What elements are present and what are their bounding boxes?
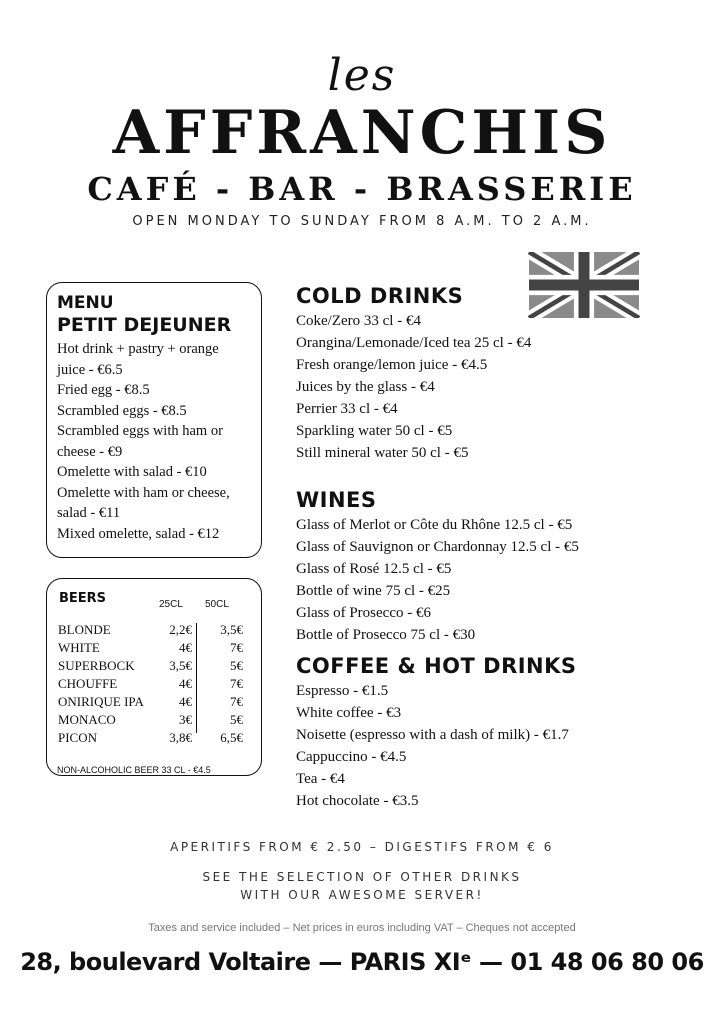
opening-hours: OPEN MONDAY TO SUNDAY FROM 8 A.M. TO 2 A.M.	[132, 214, 592, 229]
table-row	[57, 639, 247, 657]
beer-price-50: 7€	[230, 676, 243, 691]
menu-item: Omelette with ham or cheese,	[57, 484, 230, 501]
beer-name: SUPERBOCK	[58, 658, 135, 673]
beer-price-50: 7€	[230, 640, 243, 655]
table-row	[57, 657, 247, 675]
beer-price-50: 6,5€	[220, 730, 243, 745]
coffee-section	[296, 654, 696, 812]
drink-item: Still mineral water 50 cl - €5	[296, 445, 469, 461]
table-row	[57, 621, 247, 639]
drink-item: Sparkling water 50 cl - €5	[296, 423, 453, 439]
coffee-item: Hot chocolate - €3.5	[296, 793, 419, 809]
beer-price-25: 4€	[179, 676, 192, 691]
menu-item: salad - €11	[57, 505, 121, 521]
menu-item: juice - €6.5	[57, 361, 123, 378]
menu-item: Mixed omelette, salad - €12	[57, 525, 220, 542]
beer-price-25: 2,2€	[169, 622, 192, 637]
menu-item: cheese - €9	[57, 443, 123, 460]
aperitifs-line: APERITIFS FROM € 2.50 – DIGESTIFS FROM € 6	[170, 840, 554, 854]
petit-dejeuner-title: PETIT DEJEUNER	[57, 314, 232, 336]
menu-item: Omelette with salad - €10	[57, 464, 207, 480]
beer-price-50: 7€	[230, 694, 243, 709]
beers-title: BEERS	[59, 591, 107, 606]
breakfast-menu-box	[46, 282, 262, 558]
beer-price-25: 3,8€	[169, 730, 192, 745]
menu-title: MENU	[57, 293, 114, 313]
beer-name: BLONDE	[58, 622, 111, 637]
brand-title: AFFRANCHIS	[112, 98, 612, 168]
table-row	[57, 729, 247, 747]
coffee-item: Tea - €4	[296, 771, 345, 787]
beer-price-25: 3€	[179, 712, 192, 727]
menu-item: Hot drink + pastry + orange	[57, 341, 219, 357]
beer-price-25: 4€	[179, 640, 192, 655]
non-alcoholic-beer-note: NON-ALCOHOLIC BEER 33 CL - €4.5	[57, 765, 211, 775]
wine-item: Bottle of Prosecco 75 cl - €30	[296, 627, 476, 643]
drink-item: Orangina/Lemonade/Iced tea 25 cl - €4	[296, 335, 532, 351]
menu-item: Fried egg - €8.5	[57, 382, 150, 398]
cold-drinks-title: COLD DRINKS	[296, 284, 464, 308]
cold-drinks-section	[296, 284, 626, 464]
awesome-server-line: WITH OUR AWESOME SERVER!	[240, 888, 484, 902]
subtitle: CAFÉ - BAR - BRASSERIE	[87, 170, 637, 208]
table-row	[57, 711, 247, 729]
beer-name: WHITE	[58, 640, 100, 655]
see-selection-line: SEE THE SELECTION OF OTHER DRINKS	[202, 870, 522, 884]
beer-name: ONIRIQUE IPA	[58, 694, 144, 709]
wines-title: WINES	[296, 488, 377, 512]
beer-column-divider	[196, 623, 197, 733]
fine-print: Taxes and service included – Net prices in euros including VAT – Cheques not accepted	[148, 922, 576, 934]
beers-box	[46, 578, 262, 776]
script-title: les	[327, 50, 397, 101]
coffee-item: Cappuccino - €4.5	[296, 749, 407, 765]
wines-section	[296, 488, 696, 646]
beer-col-50cl: 50CL	[205, 599, 229, 610]
menu-item: Scrambled eggs - €8.5	[57, 402, 187, 419]
beer-price-50: 5€	[230, 712, 243, 727]
coffee-item: Espresso - €1.5	[296, 683, 389, 699]
wine-item: Glass of Rosé 12.5 cl - €5	[296, 561, 452, 577]
wine-item: Bottle of wine 75 cl - €25	[296, 583, 451, 599]
drink-item: Fresh orange/lemon juice - €4.5	[296, 357, 488, 373]
wine-item: Glass of Sauvignon or Chardonnay 12.5 cl - €5	[296, 539, 579, 555]
wine-item: Glass of Merlot or Côte du Rhône 12.5 cl - €5	[296, 517, 573, 533]
table-row	[57, 675, 247, 693]
menu-item: Scrambled eggs with ham or	[57, 423, 223, 439]
beer-name: MONACO	[58, 712, 116, 727]
beer-name: PICON	[58, 730, 98, 745]
wine-item: Glass of Prosecco - €6	[296, 605, 431, 621]
beer-price-50: 3,5€	[220, 622, 243, 637]
beer-price-25: 4€	[179, 694, 192, 709]
drink-item: Coke/Zero 33 cl - €4	[296, 313, 421, 329]
drink-item: Perrier 33 cl - €4	[296, 401, 398, 417]
coffee-item: White coffee - €3	[296, 705, 402, 721]
beer-table	[57, 621, 247, 747]
table-row	[57, 693, 247, 711]
beer-name: CHOUFFE	[58, 676, 118, 691]
coffee-title: COFFEE & HOT DRINKS	[296, 654, 577, 678]
address-line: 28, boulevard Voltaire — PARIS XIᵉ — 01 48 06 80 06	[20, 948, 704, 976]
drink-item: Juices by the glass - €4	[296, 379, 435, 395]
coffee-item: Noisette (espresso with a dash of milk) - €1.7	[296, 727, 569, 743]
beer-price-50: 5€	[230, 658, 243, 673]
beer-price-25: 3,5€	[169, 658, 192, 673]
beer-col-25cl: 25CL	[159, 599, 183, 610]
